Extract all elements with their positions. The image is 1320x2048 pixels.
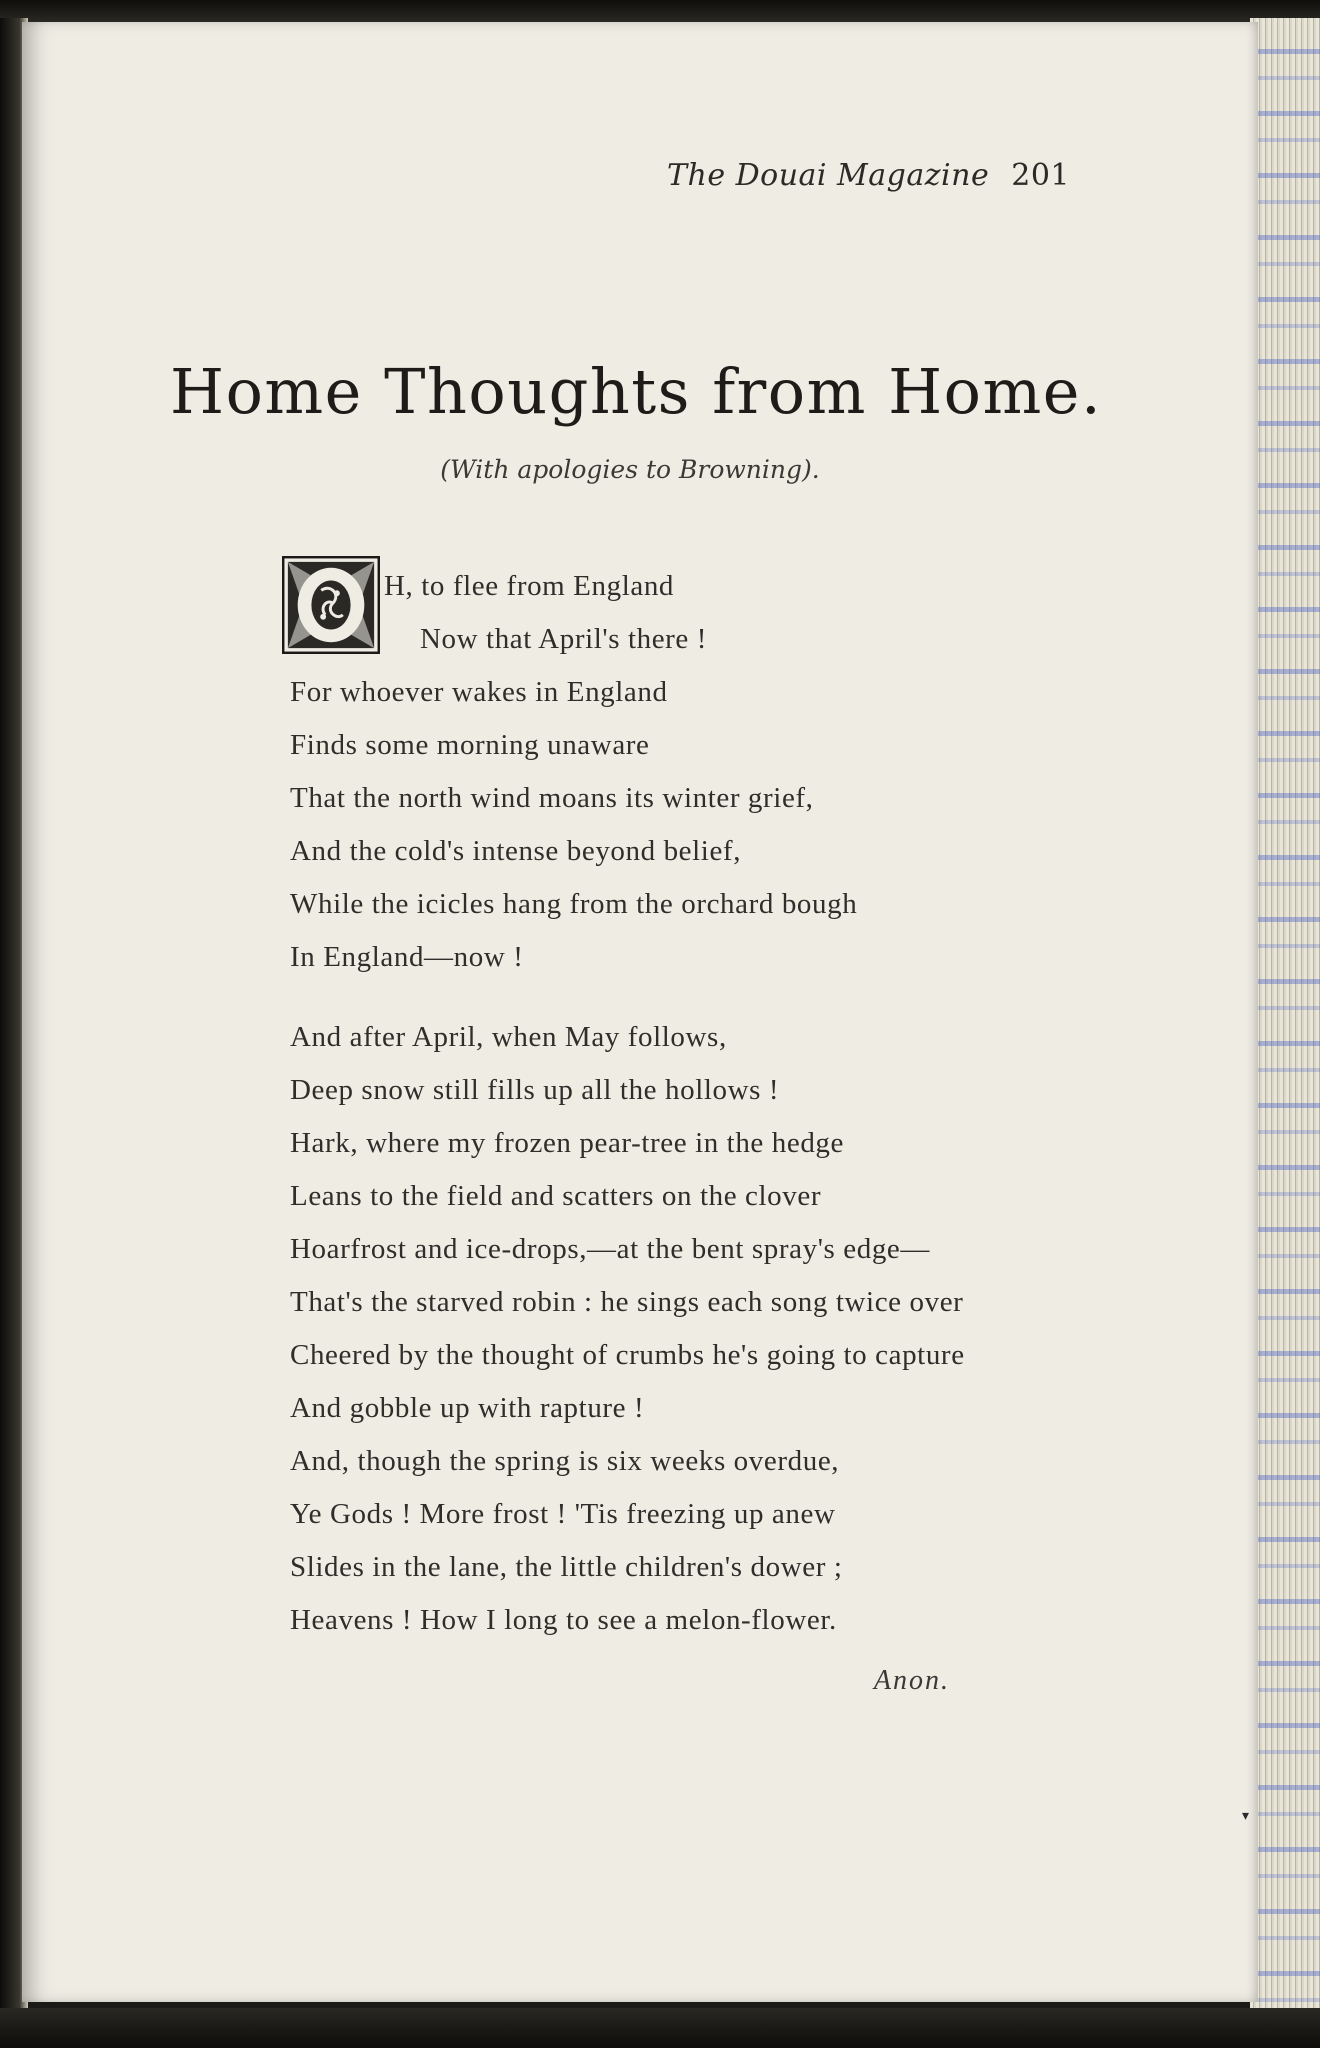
poem-line: Leans to the field and scatters on the clover [290,1180,822,1212]
poem-line: Hark, where my frozen pear-tree in the hedge [290,1127,844,1159]
magazine-name: The Douai Magazine [666,158,990,193]
page-edges [1250,18,1320,2028]
poem-line: While the icicles hang from the orchard bough [290,888,858,920]
stanza-two [290,1011,1110,1647]
poem-line: Hoarfrost and ice-drops,—at the bent spray's edge— [290,1233,931,1265]
poem-line: Finds some morning unaware [290,729,650,761]
page-number: 201 [1011,158,1070,193]
poem-line: That's the starved robin : he sings each song twice over [290,1286,964,1318]
poem-subtitle: (With apologies to Browning). [440,455,820,484]
poem-line: Ye Gods ! More frost ! 'Tis freezing up anew [290,1498,836,1530]
poem-line: Slides in the lane, the little children's dower ; [290,1551,843,1583]
poem-line: And, though the spring is six weeks overdue, [290,1445,840,1477]
poem-line: Heavens ! How I long to see a melon-flower. [290,1604,837,1636]
poem-line: That the north wind moans its winter grief, [290,782,814,814]
poem-signature: Anon. [873,1665,950,1696]
poem-line: Cheered by the thought of crumbs he's going to capture [290,1339,965,1371]
margin-mark: ▾ [1242,1808,1250,1824]
poem-line: Now that April's there ! [420,623,708,655]
book-binding-top [0,0,1320,22]
running-head [640,158,1070,193]
poem-title: Home Thoughts from Home. [170,355,1103,428]
poem-line: And after April, when May follows, [290,1021,727,1053]
stanza-break [290,984,1110,1011]
poem-line: And gobble up with rapture ! [290,1392,645,1424]
poem-line: For whoever wakes in England [290,676,668,708]
page-edge-speckle [1250,18,1320,2028]
book-binding-bottom [0,2008,1320,2048]
stanza-one [290,560,1110,984]
poem-line: H, to flee from England [384,570,675,602]
poem-line: In England—now ! [290,941,524,973]
poem-line: And the cold's intense beyond belief, [290,835,742,867]
poem-line: Deep snow still fills up all the hollows ! [290,1074,780,1106]
poem-body [290,560,1110,1647]
ornamental-drop-cap-o [282,556,380,654]
